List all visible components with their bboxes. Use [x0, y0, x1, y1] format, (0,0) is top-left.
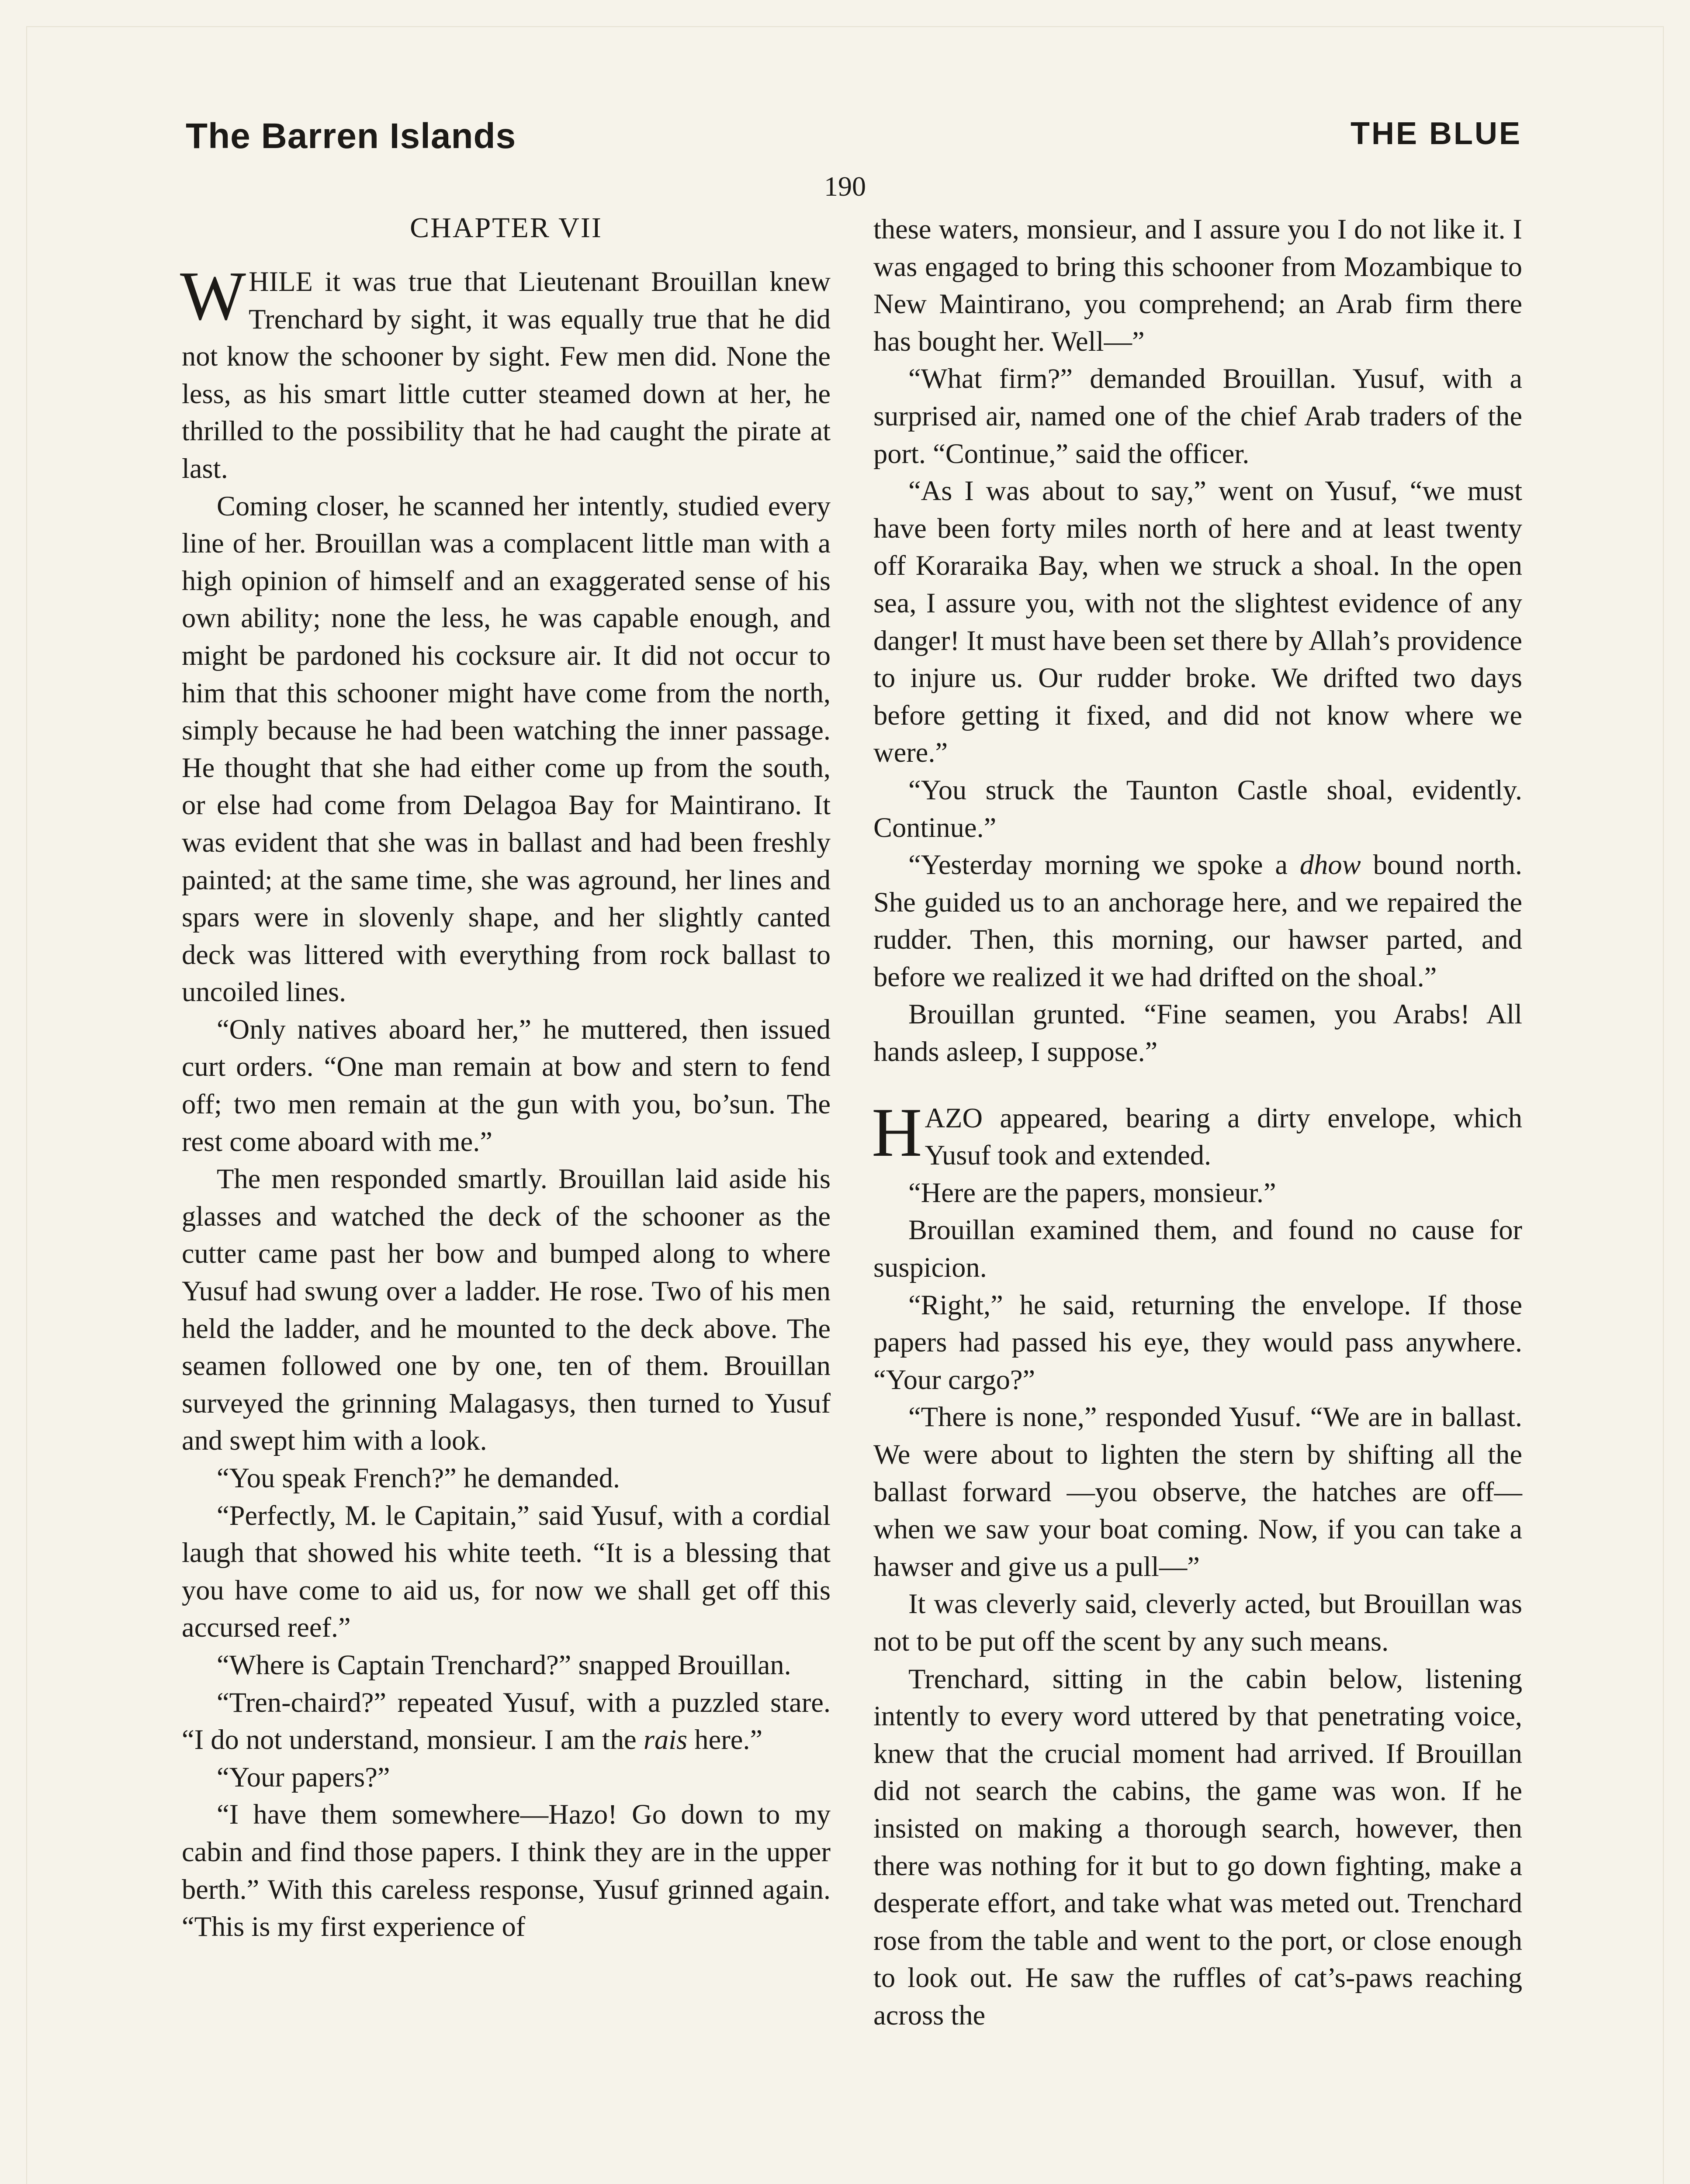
paragraph: It was cleverly said, cleverly acted, but Brouillan was not to be put off the scent by any such means.	[873, 1588, 1522, 1657]
paragraph: Trenchard, sitting in the cabin below, listening intently to every word uttered by that penetrating voice, knew that the crucial moment had arrived. If Brouillan did not search the cabins, the game was won. If he insisted on making a thorough search, however, then there was nothing for it but to go down fighting, make a desperate effort, and take what was meted out. Trenchard rose from the table and went to the port, or close enough to look out. He saw the ruffles of cat’s-paws reaching across the	[873, 1663, 1522, 2031]
paragraph: “There is none,” responded Yusuf. “We are in ballast. We were about to lighten the stern by shifting all the ballast forward —you observe, the hatches are off—when we saw your boat coming. Now, if you can take a hawser and give us a pull—”	[873, 1401, 1522, 1582]
paragraph: “You speak French?” he demanded.	[217, 1462, 620, 1493]
magazine-name: THE BLUE	[1351, 116, 1522, 151]
paragraph	[182, 1684, 831, 1759]
paragraph-text: “Yesterday morning we spoke a	[908, 849, 1300, 881]
italic-word: rais	[643, 1724, 688, 1755]
paragraph-text: “Tren-chaird?” repeated Yusuf, with a puzzled stare. “I do not understand, monsieur. I am the	[182, 1686, 831, 1755]
paragraph	[873, 846, 1522, 995]
paragraph-text: here.”	[687, 1724, 763, 1755]
italic-word: dhow	[1299, 849, 1361, 881]
drop-cap: H	[872, 1093, 922, 1171]
drop-cap: W	[180, 257, 246, 335]
paragraph: “Here are the papers, monsieur.”	[908, 1177, 1276, 1208]
paragraph: Brouillan examined them, and found no cause for suspicion.	[873, 1214, 1522, 1283]
paragraph: “Right,” he said, returning the envelope. If those papers had passed his eye, they would pass anywhere. “Your cargo?”	[873, 1289, 1522, 1395]
running-header	[186, 116, 1522, 164]
paragraph: “As I was about to say,” went on Yusuf, “we must have been forty miles north of here and at least twenty off Koraraika Bay, when we struck a shoal. In the open sea, I assure you, with not the slightest evidence of any danger! It must have been set there by Allah’s providence to injure us. Our rudder broke. We drifted two days before getting it fixed, and did not know where we were.”	[873, 475, 1522, 768]
paragraph: “You struck the Taunton Castle shoal, evidently. Continue.”	[873, 774, 1522, 843]
paragraph: Coming closer, he scanned her intently, studied every line of her. Brouillan was a complacent little man with a high opinion of himself and an exaggerated sense of his own ability; none the less, he was capable enough, and might be pardoned his cocksure air. It did not occur to him that this schooner might have come from the north, simply because he had been watching the inner passage. He thought that she had either come up from the south, or else had come from Delagoa Bay for Maintirano. It was evident that she was in ballast and had been freshly painted; at the same time, she was aground, her lines and spars were in slovenly shape, and her slightly canted deck was littered with everything from rock ballast to uncoiled lines.	[182, 490, 831, 1008]
paragraph: “Where is Captain Trenchard?” snapped Brouillan.	[217, 1649, 791, 1680]
paragraph: The men responded smartly. Brouillan laid aside his glasses and watched the deck of the schooner as the cutter came past her bow and bumped along to where Yusuf had swung over a ladder. He rose. Two of his men held the ladder, and he mounted to the deck above. The seamen followed one by one, ten of them. Brouillan surveyed the grinning Malagasys, then turned to Yusuf and swept him with a look.	[182, 1163, 831, 1456]
paragraph-text: bound north. She guided us to an anchorage here, and we repaired the rudder. Then, this morning, our hawser parted, and before we realized it we had drifted on the shoal.”	[873, 849, 1522, 992]
chapter-heading: CHAPTER VII	[410, 212, 603, 244]
paragraph	[872, 1093, 1522, 1174]
paragraph	[180, 257, 831, 487]
paragraph-text: AZO appeared, bearing a dirty envelope, which Yusuf took and extended.	[925, 1102, 1522, 1171]
page-number: 190	[824, 171, 866, 202]
paragraph: “Perfectly, M. le Capitain,” said Yusuf, with a cordial laugh that showed his white teeth. “It is a blessing that you have come to aid us, for now we shall get off this accursed reef.”	[182, 1500, 831, 1643]
paragraph: Brouillan grunted. “Fine seamen, you Arabs! All hands asleep, I suppose.”	[873, 999, 1522, 1068]
section-break	[873, 1071, 1522, 1099]
paragraph: these waters, monsieur, and I assure you I do not like it. I was engaged to bring this schooner from Mozambique to New Maintirano, you comprehend; an Arab firm there has bought her. Well—”	[873, 214, 1522, 357]
paragraph-text: HILE it was true that Lieutenant Brouillan knew Trenchard by sight, it was equally true that he did not know the schooner by sight. Few men did. None the less, as his smart little cutter steamed down at her, he thrilled to the possibility that he had caught the pirate at last.	[182, 266, 831, 484]
right-column	[873, 211, 1522, 2034]
story-title: The Barren Islands	[186, 116, 516, 156]
paragraph: “Your papers?”	[217, 1761, 390, 1793]
left-column	[182, 211, 831, 1946]
paragraph: “Only natives aboard her,” he muttered, then issued curt orders. “One man remain at bow and stern to fend off; two men remain at the gun with you, bo’sun. The rest come aboard with me.”	[182, 1013, 831, 1157]
paragraph: “I have them somewhere—Hazo! Go down to my cabin and find those papers. I think they are in the upper berth.” With this careless response, Yusuf grinned again. “This is my first experience of	[182, 1799, 831, 1942]
paragraph: “What firm?” demanded Brouillan. Yusuf, with a surprised air, named one of the chief Arab traders of the port. “Continue,” said the officer.	[873, 363, 1522, 469]
